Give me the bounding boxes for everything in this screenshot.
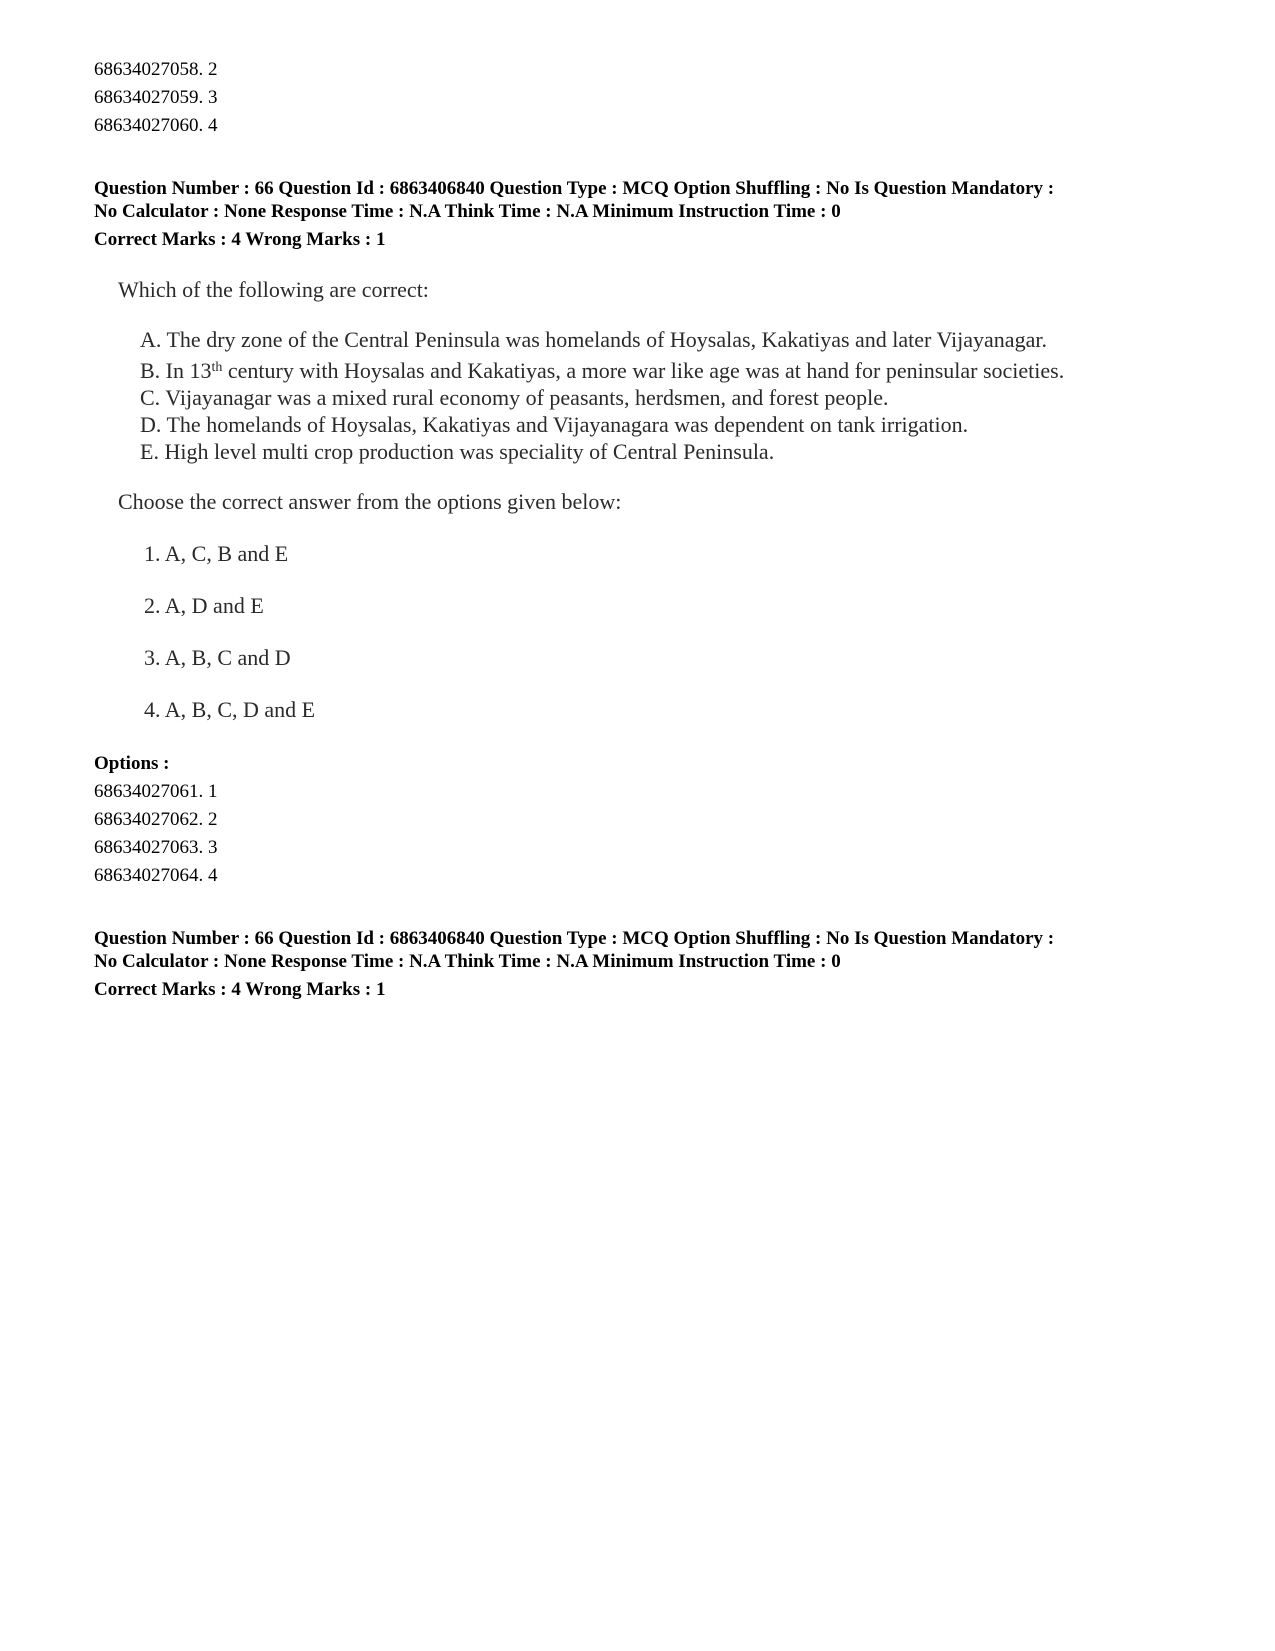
statement-b-superscript: th [211,360,223,375]
answer-choice: 1. A, C, B and E [144,541,289,566]
options-label: Options : [94,753,170,774]
statement-e: E. High level multi crop production was speciality of Central Peninsula. [140,439,775,464]
option-line: 68634027058. 2 [94,59,218,80]
statement-c: C. Vijayanagar was a mixed rural economy of peasants, herdsmen, and forest people. [140,385,889,410]
next-question-header-line1: Question Number : 66 Question Id : 6863406840 Question Type : MCQ Option Shuffling : No Is Question Mandatory : [94,928,1055,949]
option-line: 68634027061. 1 [94,781,218,802]
choose-instruction: Choose the correct answer from the options given below: [118,489,622,514]
answer-choice: 2. A, D and E [144,593,264,618]
option-line: 68634027064. 4 [94,865,218,886]
statement-b-suffix: century with Hoysalas and Kakatiyas, a more war like age was at hand for peninsular societies. [222,358,1065,383]
question-marks: Correct Marks : 4 Wrong Marks : 1 [94,229,386,250]
next-question-header-line2: No Calculator : None Response Time : N.A Think Time : N.A Minimum Instruction Time : 0 [94,951,841,972]
option-line: 68634027060. 4 [94,115,218,136]
statement-d: D. The homelands of Hoysalas, Kakatiyas and Vijayanagara was dependent on tank irrigation. [140,412,969,437]
question-header-line2: No Calculator : None Response Time : N.A Think Time : N.A Minimum Instruction Time : 0 [94,201,841,222]
answer-choice: 3. A, B, C and D [144,645,291,670]
question-image [100,268,1190,768]
option-line: 68634027063. 3 [94,837,218,858]
option-line: 68634027062. 2 [94,809,218,830]
statement-b [140,357,1064,385]
question-stem: Which of the following are correct: [118,277,429,302]
statement-b-prefix: B. In 13 [140,358,212,383]
option-line: 68634027059. 3 [94,87,218,108]
next-question-marks: Correct Marks : 4 Wrong Marks : 1 [94,979,386,1000]
question-header-line1: Question Number : 66 Question Id : 6863406840 Question Type : MCQ Option Shuffling : No Is Question Mandatory : [94,178,1055,199]
statement-a: A. The dry zone of the Central Peninsula was homelands of Hoysalas, Kakatiyas and later Vijayanagar. [140,327,1047,352]
answer-choice: 4. A, B, C, D and E [144,697,316,722]
